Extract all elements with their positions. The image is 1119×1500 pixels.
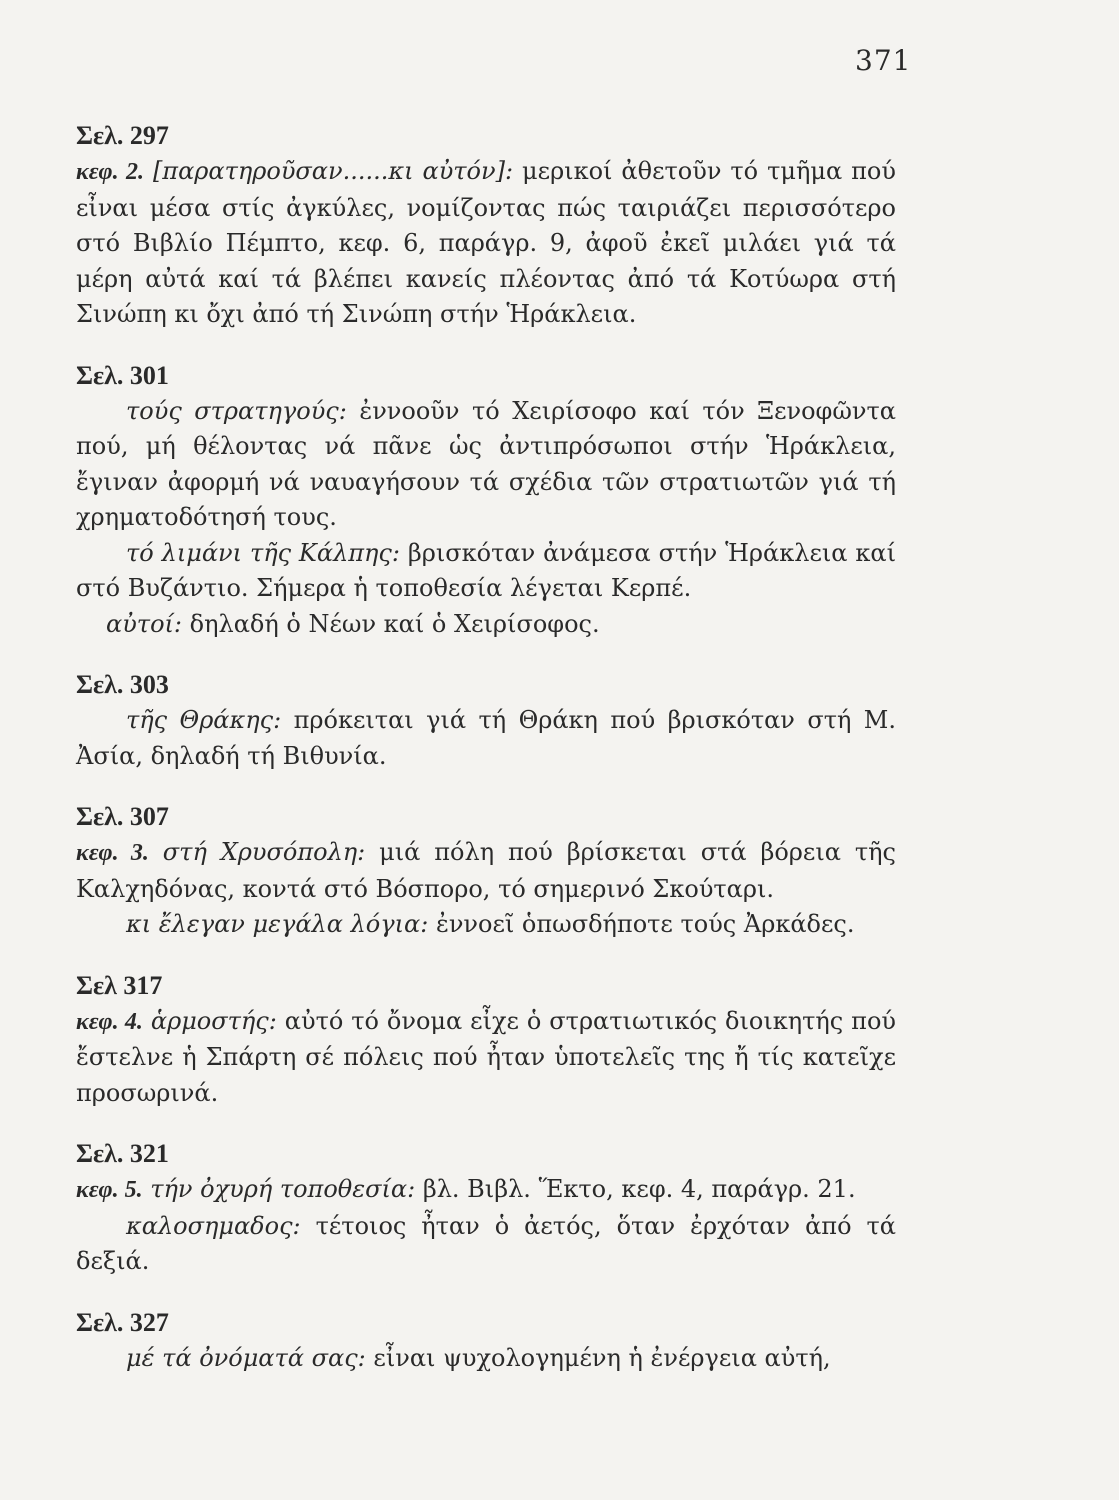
note-term: μέ τά ὀνόματά σας: (126, 1343, 366, 1372)
note-text: δηλαδή ὁ Νέων καί ὁ Χειρίσοφος. (189, 609, 600, 638)
note-term: τήν ὀχυρή τοποθεσία: (150, 1175, 416, 1203)
note-term: τό λιμάνι τῆς Κάλπης: (126, 538, 400, 567)
note-section-317 (76, 968, 896, 1112)
section-heading: Σελ. 327 (76, 1307, 169, 1337)
notes-body (76, 118, 896, 1401)
note-term: κι ἔλεγαν μεγάλα λόγια: (126, 910, 429, 938)
note-text: αὐτό τό ὄνομα εἶχε ὁ στρατιωτικός διοικητής πού ἔστελνε ἡ Σπάρτη σέ πόλεις πού ἦταν ὑποτελεῖς της ἤ τίς κατεῖχε προσωρινά. (76, 1006, 896, 1107)
note-text: βλ. Βιβλ. Ἕκτο, κεφ. 4, παράγρ. 21. (422, 1175, 856, 1203)
note-text: ἐννοοῦν τό Χειρίσοφο καί τόν Ξενοφῶντα πού, μή θέλοντας νά πᾶνε ὡς ἀντιπρόσωποι στήν Ἡράκλεια, ἔγιναν ἀφορμή νά ναυαγήσουν τά σχέδια τῶν στρατιωτῶν γιά τή χρηματοδότησή τους. (76, 396, 896, 531)
note-term: [παρατηροῦσαν......κι αὐτόν]: (152, 157, 514, 185)
note-text: βρισκόταν ἀνάμεσα στήν Ἡράκλεια καί στό Βυζάντιο. Σήμερα ἡ τοποθεσία λέγεται Κερπέ. (76, 538, 897, 602)
note-paragraph (76, 394, 896, 536)
chapter-label: κεφ. 5. (76, 1177, 143, 1203)
note-text: μιά πόλη πού βρίσκεται στά βόρεια τῆς Καλχηδόνας, κοντά στό Βόσπορο, τό σημερινό Σκούταρι. (76, 838, 896, 903)
note-term: τούς στρατηγούς: (126, 396, 347, 425)
note-section-303 (76, 667, 896, 774)
note-section-327 (76, 1305, 896, 1377)
note-paragraph (76, 1004, 896, 1112)
note-paragraph (76, 154, 896, 333)
note-paragraph (76, 1209, 896, 1280)
note-paragraph (76, 607, 896, 643)
note-text: μερικοί ἀθετοῦν τό τμῆμα πού εἶναι μέσα στίς ἀγκύλες, νομίζοντας πώς ταιριάζει περισσότερο στό Βιβλίο Πέμπτο, κεφ. 6, παράγρ. 9, ἀφοῦ ἐκεῖ μιλάει γιά τά μέρη αὐτά καί τά βλέπει κανείς πλέοντας ἀπό τά Κοτύωρα στή Σινώπη κι ὄχι ἀπό τή Σινώπη στήν Ἡράκλεια. (76, 157, 896, 328)
note-term: ἁρμοστής: (150, 1006, 277, 1035)
note-term: αὐτοί: (106, 609, 183, 638)
note-section-301 (76, 358, 896, 643)
section-heading: Σελ. 297 (76, 121, 169, 150)
note-text: εἶναι ψυχολογημένη ἡ ἐνέργεια αὐτή, (373, 1343, 831, 1372)
chapter-label: κεφ. 2. (76, 159, 144, 185)
note-section-297 (76, 118, 896, 333)
chapter-label: κεφ. 4. (76, 1008, 143, 1035)
chapter-label: κεφ. 3. (76, 840, 149, 866)
note-paragraph (76, 835, 896, 907)
section-heading: Σελ. 301 (76, 360, 169, 390)
note-paragraph (76, 536, 896, 607)
note-paragraph (76, 703, 896, 774)
note-text: πρόκειται γιά τή Θράκη πού βρισκόταν στή Μ. Ἀσία, δηλαδή τή Βιθυνία. (76, 706, 896, 770)
section-heading: Σελ. 303 (76, 670, 169, 699)
note-paragraph (76, 1341, 896, 1377)
section-heading: Σελ 317 (76, 970, 163, 1000)
note-text: τέτοιος ἦταν ὁ ἀετός, ὅταν ἐρχόταν ἀπό τά δεξιά. (76, 1211, 896, 1275)
note-term: τῆς Θράκης: (126, 706, 282, 734)
note-text: ἐννοεῖ ὁπωσδήποτε τούς Ἀρκάδες. (435, 910, 855, 938)
page-number: 371 (855, 44, 912, 77)
section-heading: Σελ. 321 (76, 1139, 169, 1168)
note-paragraph (76, 907, 896, 943)
note-term: καλοσημαδος: (126, 1211, 301, 1240)
note-term: στή Χρυσόπολη: (162, 838, 366, 866)
note-section-307 (76, 799, 896, 943)
section-heading: Σελ. 307 (76, 802, 169, 831)
note-paragraph (76, 1172, 896, 1209)
note-section-321 (76, 1136, 896, 1280)
